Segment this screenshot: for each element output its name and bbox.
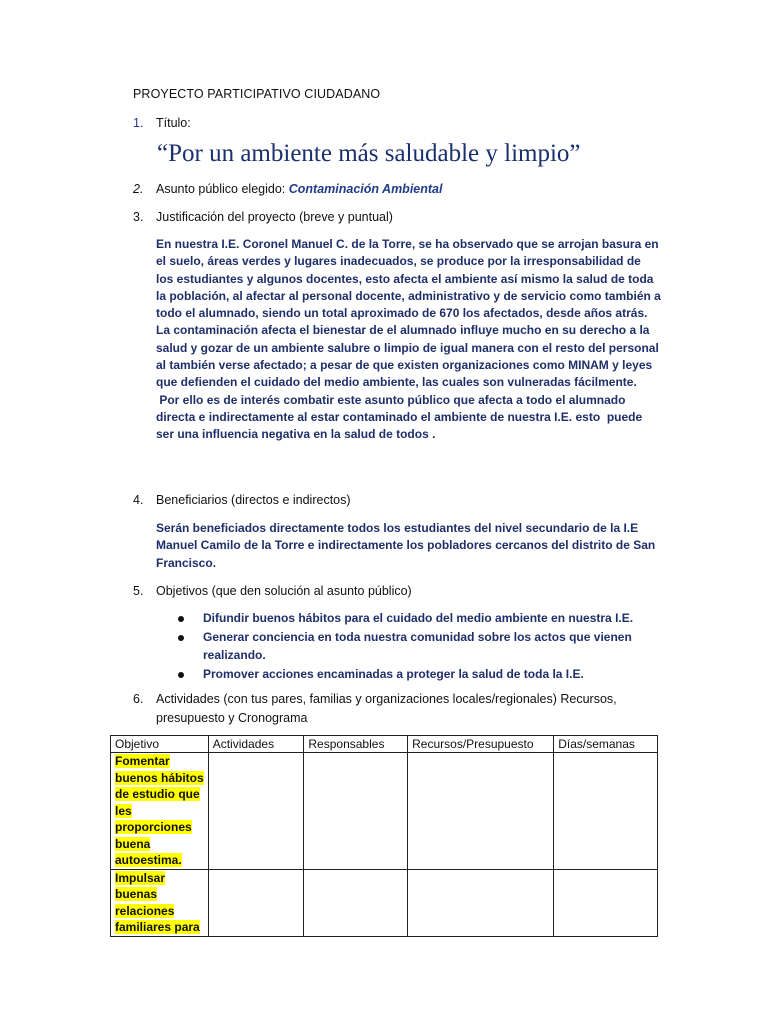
section-1-label: Título: xyxy=(156,116,191,130)
table-cell-empty xyxy=(554,869,658,936)
table-cell-empty xyxy=(304,753,408,870)
bullet-icon xyxy=(178,616,184,622)
column-header-objetivo: Objetivo xyxy=(111,736,209,753)
section-1-heading xyxy=(133,114,191,132)
public-issue-topic: Contaminación Ambiental xyxy=(288,182,443,196)
table-cell-empty xyxy=(208,753,304,870)
list-item: Difundir buenos hábitos para el cuidado del medio ambiente en nuestra I.E. xyxy=(176,610,656,627)
table-row xyxy=(111,753,658,870)
section-6-number: 6. xyxy=(133,692,144,706)
section-6-label: Actividades (con tus pares, familias y organizaciones locales/regionales) Recursos, xyxy=(156,692,617,706)
list-item: Generar conciencia en toda nuestra comunidad sobre los actos que vienen realizando. xyxy=(176,629,656,664)
highlighted-objective: Fomentar buenos hábitos de estudio que les proporciones buena autoestima. xyxy=(115,754,204,867)
justification-text xyxy=(156,236,661,444)
section-3-number: 3. xyxy=(133,210,144,224)
section-3-label: Justificación del proyecto (breve y puntual) xyxy=(156,210,393,224)
section-5-label: Objetivos (que den solución al asunto público) xyxy=(156,584,412,598)
justification-paragraph: En nuestra I.E. Coronel Manuel C. de la Torre, se ha observado que se arrojan basura en el suelo, áreas verdes y lugares inadecuados, se produce por la irresponsabilidad de los estudiantes y algunos docentes, esto afecta el ambiente así mismo la salud de toda la población, al afectar al personal docente, administrativo y de servicio como también a todo el alumnado, siendo un total aproximado de 670 los afectados, desde años atrás. xyxy=(156,237,661,321)
table-cell-empty xyxy=(554,753,658,870)
section-2-label: Asunto público elegido: xyxy=(156,182,286,196)
list-item: Promover acciones encaminadas a proteger la salud de toda la I.E. xyxy=(176,666,656,683)
table-row xyxy=(111,869,658,936)
section-4-label: Beneficiarios (directos e indirectos) xyxy=(156,493,351,507)
beneficiaries-text: Serán beneficiados directamente todos los estudiantes del nivel secundario de la I.E Manuel Camilo de la Torre e indirectamente los pobladores cercanos del distrito de San Francisco. xyxy=(156,521,656,570)
section-4-heading xyxy=(133,491,351,509)
section-5-heading xyxy=(133,582,412,600)
table-cell-objetivo xyxy=(111,869,209,936)
column-header-dias: Días/semanas xyxy=(554,736,658,753)
section-2-heading xyxy=(133,180,442,198)
justification-paragraph: Por ello es de interés combatir este asunto público que afecta a todo el alumnado directa e indirectamente al estar contaminado el ambiente de nuestra I.E. esto puede ser una influencia negativa en la salud de todos . xyxy=(156,392,646,442)
project-title: “Por un ambiente más saludable y limpio” xyxy=(157,140,581,167)
section-4-number: 4. xyxy=(133,493,144,507)
table-cell-empty xyxy=(304,869,408,936)
bullet-icon xyxy=(178,672,184,678)
document-heading: PROYECTO PARTICIPATIVO CIUDADANO xyxy=(133,87,381,101)
justification-paragraph: La contaminación afecta el bienestar de el alumnado influye mucho en su derecho a la salud y gozar de un ambiente salubre o limpio de igual manera con el resto del personal al también verse afectado; a pesar de que existen organizaciones como MINAM y leyes que defienden el cuidado del medio ambiente, las cuales son vulneradas fácilmente. xyxy=(156,323,659,390)
section-6-label-continued: presupuesto y Cronograma xyxy=(156,711,308,725)
section-6-heading xyxy=(133,690,617,708)
bullet-icon xyxy=(178,635,184,641)
section-3-heading xyxy=(133,208,393,226)
column-header-recursos: Recursos/Presupuesto xyxy=(408,736,554,753)
column-header-actividades: Actividades xyxy=(208,736,304,753)
objectives-list xyxy=(176,610,656,685)
table-cell-objetivo xyxy=(111,753,209,870)
highlighted-objective: Impulsar buenas relaciones familiares para xyxy=(115,870,200,934)
activities-table xyxy=(110,735,658,937)
table-cell-empty xyxy=(408,753,554,870)
section-2-number: 2. xyxy=(133,182,144,196)
table-header-row xyxy=(111,736,658,753)
table-cell-empty xyxy=(208,869,304,936)
column-header-responsables: Responsables xyxy=(304,736,408,753)
table-cell-empty xyxy=(408,869,554,936)
section-5-number: 5. xyxy=(133,584,144,598)
section-1-number: 1. xyxy=(133,116,144,130)
